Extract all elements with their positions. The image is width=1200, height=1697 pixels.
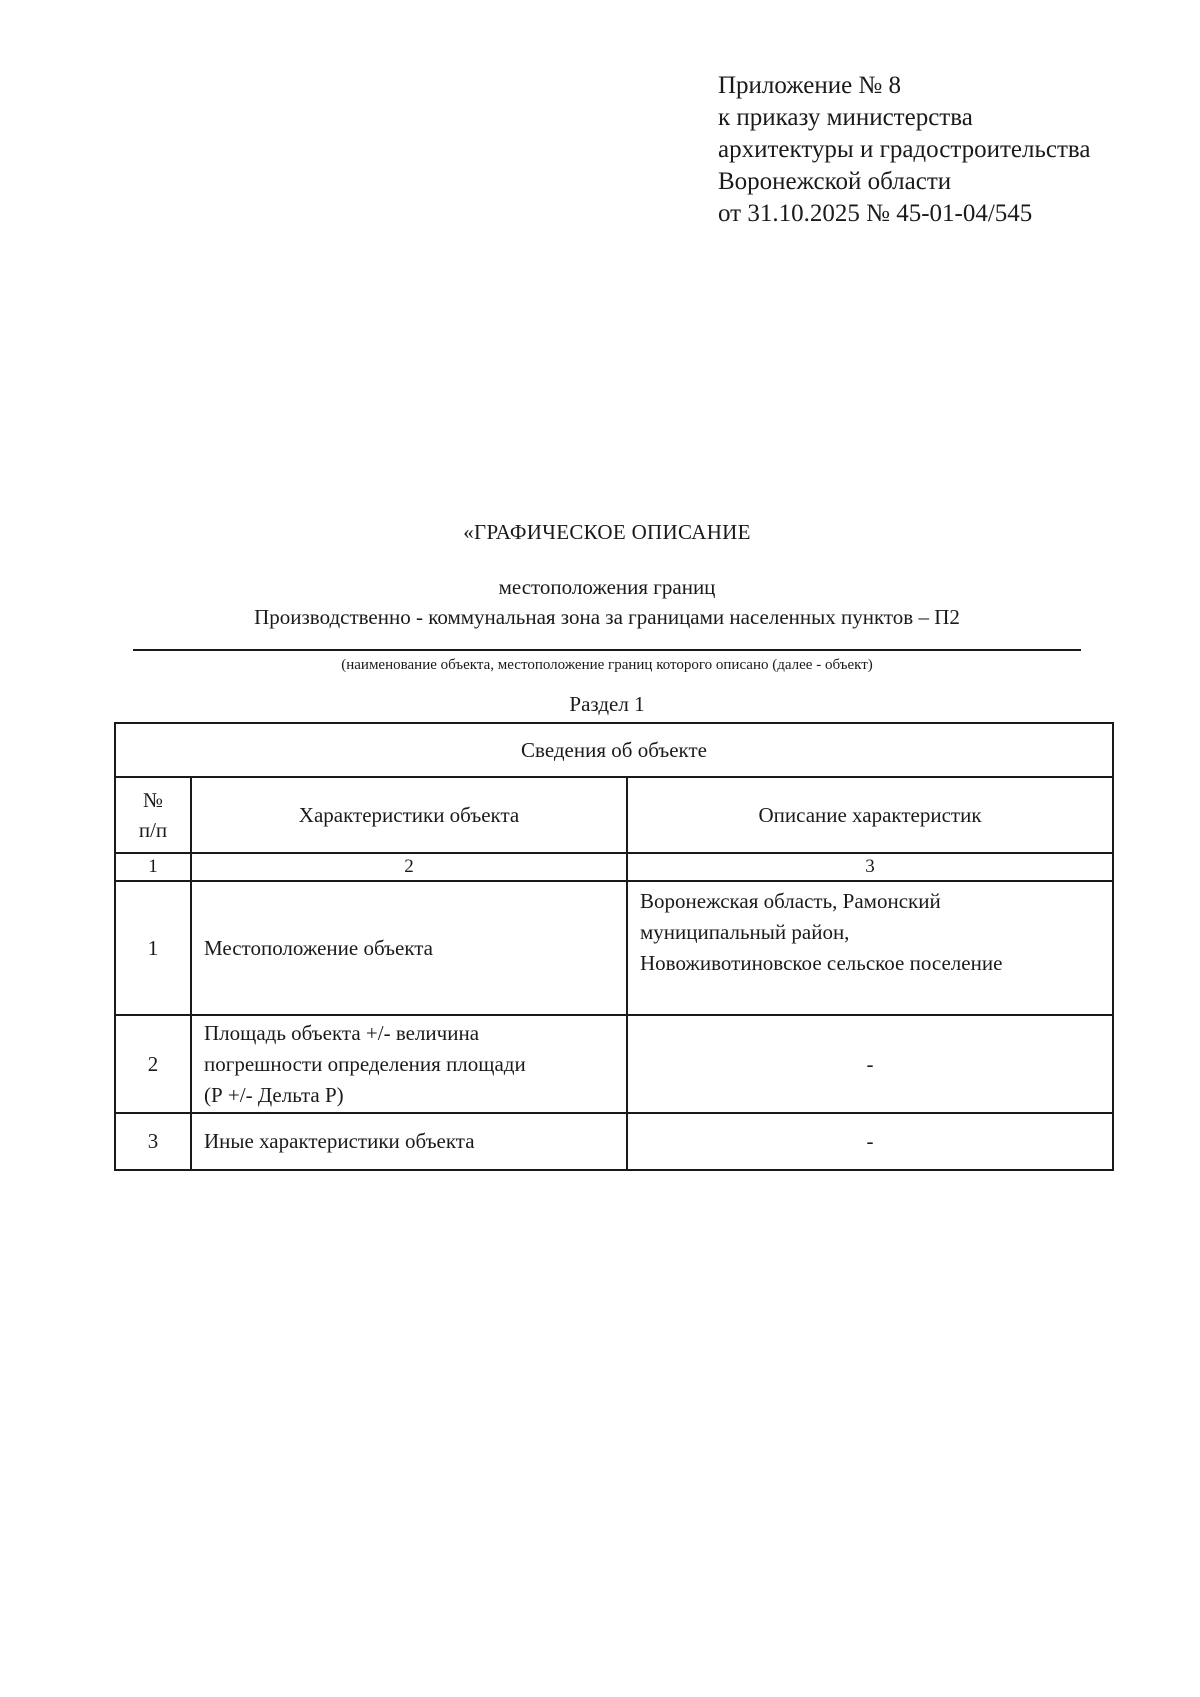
table-header-row (115, 777, 1113, 853)
object-name: Производственно - коммунальная зона за границами населенных пунктов – П2 (254, 605, 960, 629)
description-line: муниципальный район, (640, 920, 850, 944)
header-num-line2: п/п (138, 818, 168, 842)
row-characteristic (191, 1015, 627, 1113)
row-characteristic (191, 1113, 627, 1170)
document-subtitle: местоположения границ (498, 575, 716, 599)
header-num (115, 777, 191, 853)
column-number: 3 (627, 853, 1113, 881)
characteristic-line: Иные характеристики объекта (204, 1129, 475, 1153)
header-num-line1: № (142, 788, 164, 812)
characteristic-line: (Р +/- Дельта Р) (204, 1082, 344, 1107)
column-number: 1 (115, 853, 191, 881)
row-description (627, 1015, 1113, 1113)
row-description (627, 881, 1113, 1015)
description-line: - (866, 1051, 874, 1076)
characteristic-line: погрешности определения площади (204, 1051, 526, 1076)
characteristic-line: Местоположение объекта (204, 935, 434, 960)
section-label: Раздел 1 (569, 692, 645, 716)
characteristic-line: Площадь объекта +/- величина (204, 1020, 480, 1045)
row-number: 1 (115, 881, 191, 1015)
appendix-line: Приложение № 8 (718, 72, 902, 99)
description-line: - (866, 1129, 874, 1153)
row-description (627, 1113, 1113, 1170)
appendix-line: от 31.10.2025 № 45-01-04/545 (718, 200, 1033, 227)
appendix-header (718, 70, 1090, 230)
header-characteristic: Характеристики объекта (191, 777, 627, 853)
appendix-line: Воронежской области (718, 168, 952, 195)
table-caption: Сведения об объекте (115, 723, 1113, 777)
table-row (115, 881, 1113, 1015)
object-info-table (114, 722, 1114, 1171)
object-name-caption: (наименование объекта, местоположение границ которого описано (далее - объект) (341, 657, 873, 673)
header-description: Описание характеристик (627, 777, 1113, 853)
column-number: 2 (191, 853, 627, 881)
description-line: Воронежская область, Рамонский (640, 889, 941, 913)
row-characteristic (191, 881, 627, 1015)
underline-divider (133, 649, 1081, 651)
appendix-line: к приказу министерства (718, 104, 973, 131)
table-row (115, 1113, 1113, 1170)
row-number: 2 (115, 1015, 191, 1113)
description-line: Новоживотиновское сельское поселение (640, 951, 1003, 975)
column-number-row (115, 853, 1113, 881)
document-title: «ГРАФИЧЕСКОЕ ОПИСАНИЕ (463, 520, 751, 544)
table-caption-row (115, 723, 1113, 777)
table-row (115, 1015, 1113, 1113)
appendix-line: архитектуры и градостроительства (718, 136, 1091, 163)
row-number: 3 (115, 1113, 191, 1170)
